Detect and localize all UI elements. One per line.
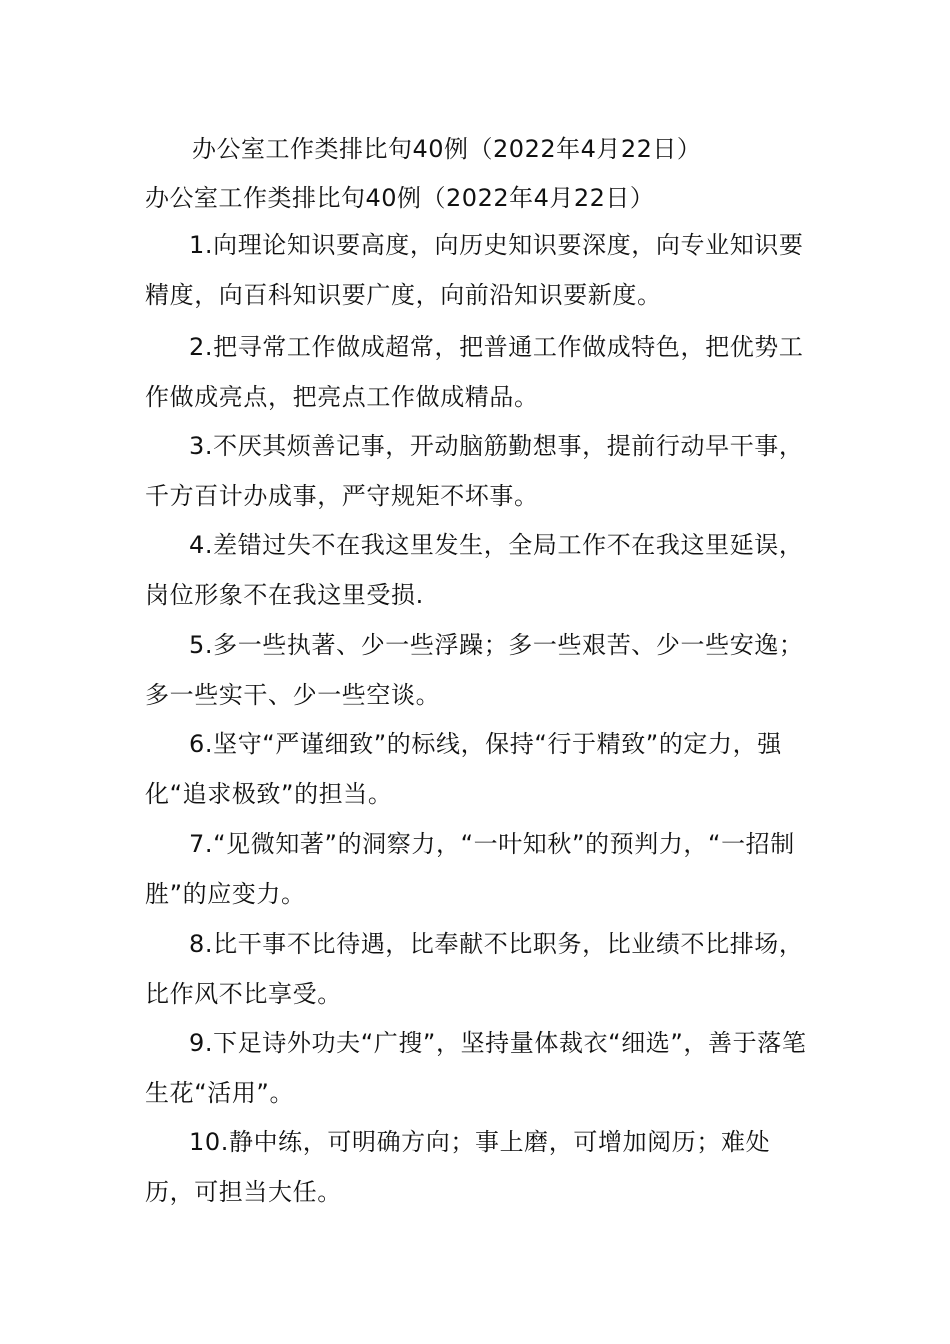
paragraph-9: 9.下足诗外功夫“广搜”，坚持量体裁衣“细选”，善于落笔生花“活用”。 <box>145 1029 807 1107</box>
paragraph-6: 6.坚守“严谨细致”的标线，保持“行于精致”的定力，强化“追求极致”的担当。 <box>145 730 782 808</box>
paragraph-2: 2.把寻常工作做成超常，把普通工作做成特色，把优势工作做成亮点，把亮点工作做成精品。 <box>145 333 804 411</box>
document-heading: 办公室工作类排比句40例（2022年4月22日） <box>192 135 702 163</box>
paragraph-5: 5.多一些执著、少一些浮躁；多一些艰苦、少一些安逸；多一些实干、少一些空谈。 <box>145 631 804 709</box>
paragraph-7: 7.“见微知著”的洞察力，“一叶知秋”的预判力，“一招制胜”的应变力。 <box>145 830 795 908</box>
document-subheading: 办公室工作类排比句40例（2022年4月22日） <box>145 184 655 212</box>
paragraph-3: 3.不厌其烦善记事，开动脑筋勤想事，提前行动早干事，千方百计办成事，严守规矩不坏事。 <box>145 432 804 510</box>
paragraph-8: 8.比干事不比待遇，比奉献不比职务，比业绩不比排场，比作风不比享受。 <box>145 930 804 1008</box>
paragraph-10: 10.静中练，可明确方向；事上磨，可增加阅历；难处历，可担当大任。 <box>145 1128 771 1206</box>
paragraph-1: 1.向理论知识要高度，向历史知识要深度，向专业知识要精度，向百科知识要广度，向前沿知识要新度。 <box>145 231 804 309</box>
paragraph-4: 4.差错过失不在我这里发生，全局工作不在我这里延误，岗位形象不在我这里受损. <box>145 531 804 609</box>
